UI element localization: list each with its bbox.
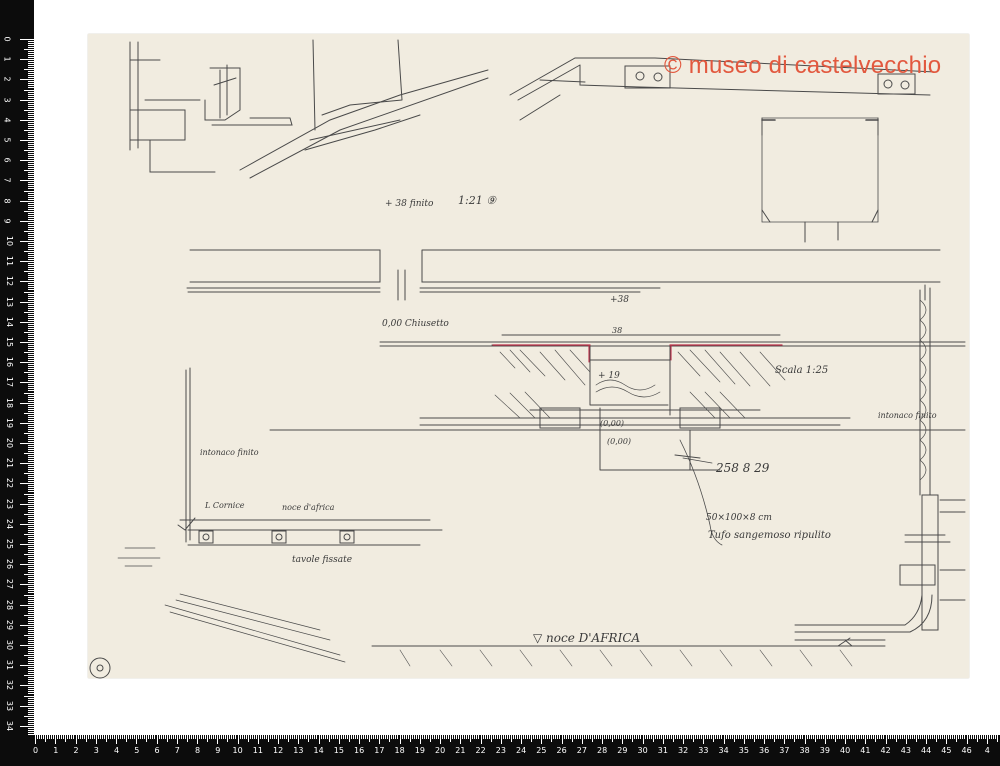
ruler-label: 19 [5, 417, 15, 428]
ruler-label: 1 [53, 746, 59, 755]
wall-floor-detail [118, 368, 442, 662]
annotation-pavement: 0,00 Chiusetto [382, 319, 449, 329]
ruler-label: 38 [799, 746, 810, 755]
ruler-label: 24 [5, 518, 15, 529]
ruler-label: 7 [2, 177, 12, 183]
ruler-label: 10 [232, 746, 243, 755]
ruler-label: 2 [73, 746, 79, 755]
ruler-label: 44 [921, 746, 932, 755]
ruler-label: 33 [698, 746, 709, 755]
ruler-label: 28 [5, 599, 15, 610]
ruler-label: 27 [5, 579, 15, 590]
ruler-label: 4 [114, 746, 120, 755]
ruler-label: 20 [435, 746, 446, 755]
ruler-label: 20 [5, 437, 15, 449]
ruler-label: 12 [5, 276, 15, 287]
ruler-label: 4 [2, 117, 12, 123]
annotation-noce-dafrica-title: ▽ noce D'AFRICA [533, 631, 641, 645]
ruler-label: 46 [961, 746, 972, 755]
ruler-label: 37 [779, 746, 790, 755]
ruler-label: 26 [556, 746, 567, 755]
ruler-label: 17 [374, 746, 385, 755]
ruler-label: 4 [984, 746, 990, 755]
annotation-zero-label: (0,00) [607, 437, 632, 446]
bottom-base-line [90, 638, 885, 678]
ruler-label: 25 [536, 746, 547, 755]
ruler-label: 13 [5, 296, 15, 307]
ruler-label: 17 [5, 377, 15, 388]
ruler-label: 34 [718, 746, 729, 755]
ruler-label: 32 [5, 680, 15, 691]
ruler-label: 1 [2, 56, 12, 62]
ruler-label: 16 [5, 357, 15, 368]
ruler-label: 12 [273, 746, 284, 755]
ruler-label: 29 [5, 619, 15, 630]
ruler-label: 39 [819, 746, 830, 755]
annotation-code: 258 8 29 [716, 461, 770, 475]
ruler-label: 26 [5, 559, 15, 570]
ruler-label: 13 [293, 746, 304, 755]
ruler-label: 9 [2, 218, 12, 224]
ruler-label: 33 [5, 700, 15, 711]
ruler-label: 30 [637, 746, 648, 755]
annotation-number-38: 38 [612, 326, 623, 335]
ruler-label: 31 [5, 660, 15, 671]
ruler-label: 22 [475, 746, 486, 755]
ruler-label: 35 [738, 746, 749, 755]
annotation-level-top: + 38 finito [385, 199, 434, 209]
ruler-label: 18 [5, 397, 15, 408]
ruler-label: 7 [174, 746, 180, 755]
ruler-label: 23 [495, 746, 506, 755]
ruler-label: 9 [215, 746, 221, 755]
ruler-label: 11 [252, 746, 263, 755]
annotation-intonaco-right: intonaco finito [878, 411, 937, 420]
ruler-label: 5 [134, 746, 140, 755]
upper-section-bands [187, 250, 940, 300]
annotation-tavole: tavole fissate [292, 555, 353, 565]
ruler-label: 19 [414, 746, 425, 755]
ruler-label: 22 [5, 478, 15, 489]
ruler-label: 34 [5, 720, 15, 731]
ruler-label: 8 [2, 198, 12, 204]
ruler-label: 43 [900, 746, 911, 755]
ruler-label: 40 [840, 746, 851, 755]
ruler-label: 27 [576, 746, 587, 755]
ruler-label: 29 [617, 746, 628, 755]
ruler-label: 6 [2, 157, 12, 163]
ruler-label: 25 [5, 538, 15, 550]
ruler-label: 42 [880, 746, 891, 755]
ruler-label: 11 [5, 256, 15, 267]
ruler-label: 21 [455, 746, 466, 755]
handwritten-annotations [200, 194, 937, 645]
annotation-plus19: + 19 [598, 371, 620, 381]
annotation-level-top-suffix: 1:21 ⑨ [458, 194, 497, 207]
annotation-zero-circled: (0,00) [600, 419, 625, 428]
right-wall-detail [795, 285, 965, 632]
ruler-label: 3 [93, 746, 99, 755]
ruler-label: 10 [5, 235, 15, 247]
ruler-label: 24 [516, 746, 527, 755]
annotation-plus38: +38 [610, 295, 629, 305]
ruler-label: 0 [33, 746, 39, 755]
ruler-label: 32 [678, 746, 689, 755]
ruler-label: 0 [2, 36, 12, 42]
ruler-label: 8 [195, 746, 201, 755]
ruler-label: 14 [313, 746, 324, 755]
ruler-label: 14 [5, 316, 15, 327]
square-plan-sketch [762, 118, 878, 242]
annotation-tufo: Tufo sangemoso ripulito [708, 530, 831, 541]
ruler-label: 36 [759, 746, 770, 755]
ruler-label: 23 [5, 498, 15, 509]
ruler-label: 28 [597, 746, 608, 755]
ruler-label: 15 [333, 746, 344, 755]
ruler-label: 2 [2, 76, 12, 82]
ruler-label: 5 [2, 137, 12, 143]
annotation-noce-small: noce d'africa [282, 503, 335, 512]
ruler-label: 6 [154, 746, 160, 755]
ruler-label: 21 [5, 458, 15, 469]
annotation-intonaco-left: intonaco finito [200, 448, 259, 457]
museum-watermark: © museo di castelvecchio [664, 52, 942, 79]
ruler-label: 18 [394, 746, 405, 755]
annotation-scale: Scala 1:25 [775, 365, 829, 376]
ruler-label: 41 [860, 746, 871, 755]
ruler-label: 15 [5, 336, 15, 348]
ruler-label: 3 [2, 97, 12, 103]
top-left-detail-sketch [130, 40, 488, 178]
ruler-label: 30 [5, 639, 15, 651]
ruler-label: 16 [354, 746, 365, 755]
annotation-dimensions: 50×100×8 cm [706, 513, 772, 523]
ruler-label: 31 [657, 746, 668, 755]
ruler-label: 45 [941, 746, 952, 755]
annotation-l-corner: L Cornice [205, 501, 245, 510]
